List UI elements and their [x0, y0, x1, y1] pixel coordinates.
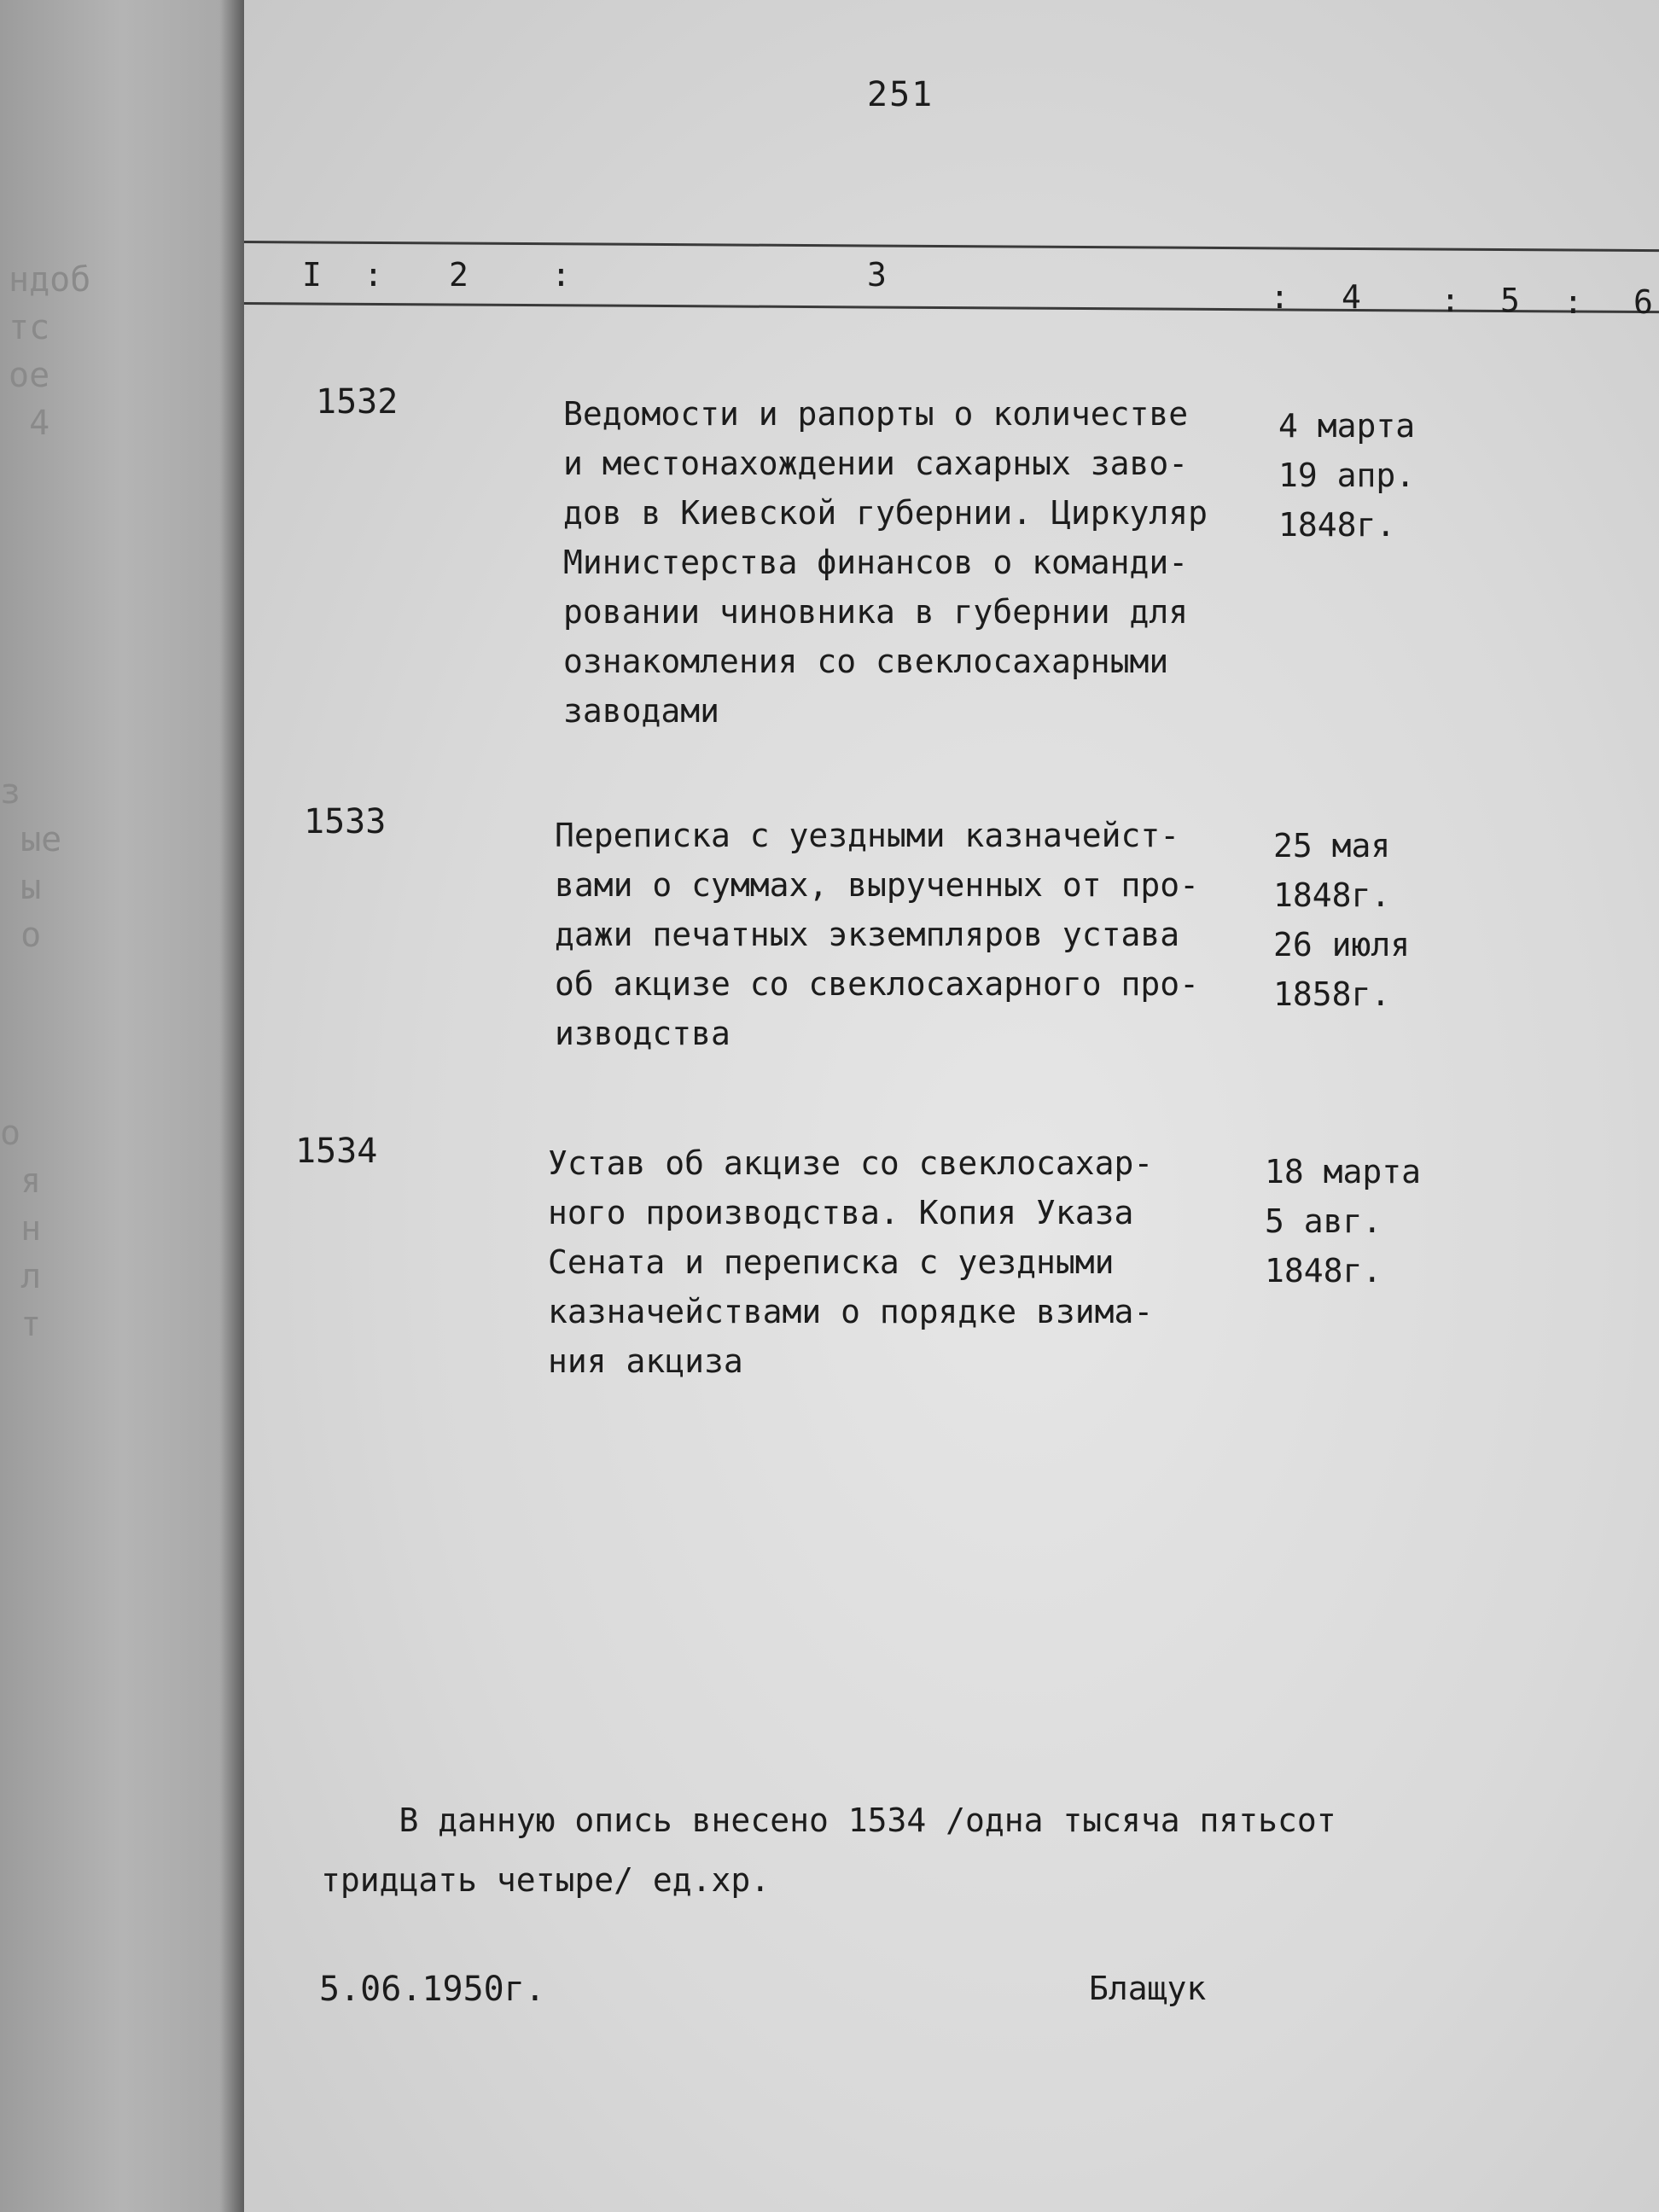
description-line: заводами [563, 692, 720, 730]
column-separator: : [551, 256, 571, 294]
date-line: 26 июля [1273, 926, 1411, 963]
column-header-4: 4 [1342, 278, 1361, 316]
closing-line: В данную опись внесено 1534 /одна тысяча пятьсот [321, 1802, 1336, 1839]
record-number: 1533 [304, 802, 387, 841]
record-description [555, 811, 1254, 1058]
date-line: 18 марта [1265, 1153, 1422, 1190]
date-line: 5 авг. [1265, 1202, 1382, 1240]
record-description [563, 389, 1263, 736]
description-line: дажи печатных экземпляров устава [555, 916, 1180, 953]
signature-name: Блащук [1089, 1970, 1207, 2007]
column-header-5: 5 [1500, 282, 1520, 319]
document-page [244, 0, 1659, 2212]
bleed-through-text: з ые ы о [0, 772, 62, 955]
date-line: 1848г. [1273, 876, 1391, 914]
record-number: 1534 [295, 1132, 378, 1171]
description-line: изводства [555, 1015, 731, 1052]
date-line: 4 марта [1278, 407, 1416, 445]
bleed-through-text: о я н л т [0, 1114, 42, 1344]
record-dates [1273, 821, 1410, 1019]
description-line: ния акциза [548, 1342, 743, 1380]
closing-line: тридцать четыре/ ед.хр. [321, 1861, 771, 1899]
signature-date: 5.06.1950г. [319, 1970, 545, 2009]
date-line: 1848г. [1265, 1252, 1382, 1289]
description-line: ознакомления со свеклосахарными [563, 643, 1169, 680]
left-facing-page [0, 0, 244, 2212]
record-dates [1278, 401, 1415, 550]
description-line: Устав об акцизе со свеклосахар- [548, 1144, 1154, 1182]
date-line: 1858г. [1273, 975, 1391, 1013]
column-separator: : [364, 256, 383, 294]
description-line: об акцизе со свеклосахарного про- [555, 965, 1199, 1003]
column-header-3: 3 [867, 256, 887, 294]
record-dates [1265, 1147, 1421, 1295]
date-line: 25 мая [1273, 827, 1391, 864]
bleed-through-text: ндоб тс ое 4 [9, 260, 91, 443]
header-top-rule [244, 241, 1659, 252]
date-line: 19 апр. [1278, 457, 1416, 494]
description-line: и местонахождении сахарных заво- [563, 445, 1189, 482]
description-line: ровании чиновника в губернии для [563, 593, 1189, 631]
column-separator: : [1441, 282, 1460, 319]
record-description [548, 1138, 1248, 1386]
description-line: дов в Киевской губернии. Циркуляр [563, 494, 1208, 532]
column-separator: : [1563, 283, 1583, 321]
record-number: 1532 [316, 382, 399, 422]
description-line: Переписка с уездными казначейст- [555, 817, 1180, 854]
description-line: ного производства. Копия Указа [548, 1194, 1134, 1231]
closing-statement [321, 1790, 1336, 1910]
page-number: 251 [867, 75, 934, 114]
description-line: Ведомости и рапорты о количестве [563, 395, 1189, 433]
column-header-6: 6 [1633, 283, 1653, 321]
column-header-2: 2 [449, 256, 469, 294]
description-line: вами о суммах, вырученных от про- [555, 866, 1199, 904]
description-line: Сената и переписка с уездными [548, 1243, 1115, 1281]
description-line: казначействами о порядке взима- [548, 1293, 1154, 1330]
date-line: 1848г. [1278, 506, 1396, 544]
column-header-1: I [302, 256, 322, 294]
column-separator: : [1270, 278, 1289, 316]
description-line: Министерства финансов о команди- [563, 544, 1189, 581]
